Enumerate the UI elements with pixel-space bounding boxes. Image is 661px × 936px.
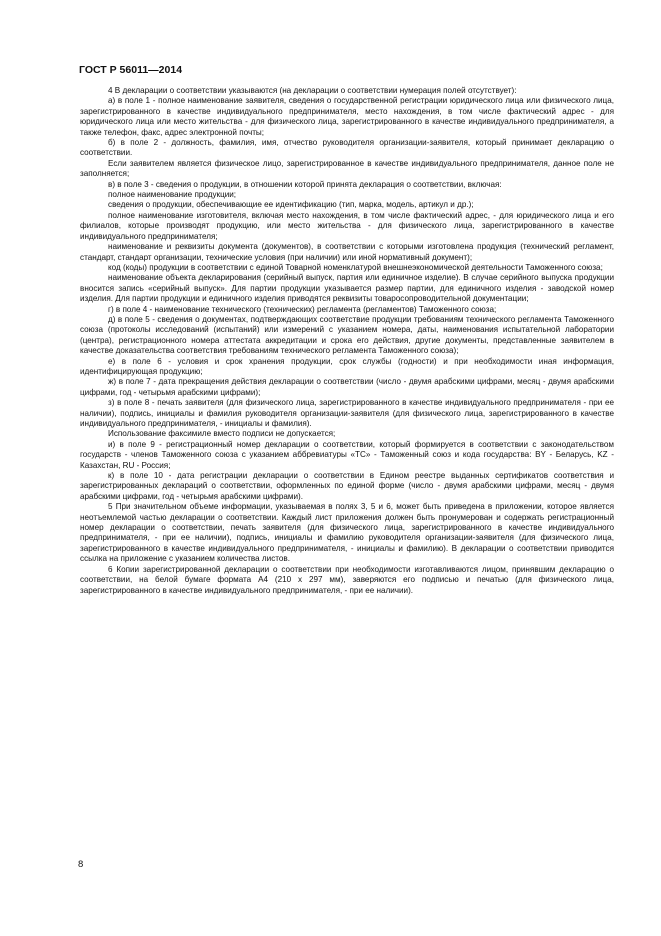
paragraph: Использование факсимиле вместо подписи не допускается; — [108, 429, 336, 439]
paragraph: г) в поле 4 - наименование технического (технических) регламента (регламентов) Таможенного союза; — [108, 304, 497, 314]
paragraph: з) в поле 8 - печать заявителя (для физического лица, зарегистрированного в качестве индивидуального предпринимателя - при ее наличии), подпись, инициалы и фамилия руководителя организации-заявителя (для физического лица, зарегистрированного в качестве индивидуального предпринимателя, - инициалы и фамилия). — [80, 398, 614, 428]
paragraph: наименование объекта декларирования (серийный выпуск, партия или единичное изделие). В случае серийного выпуска продукции вносится запись «серийный выпуск». Для партии продукции указывается размер партии, для единичного изделия - заводской номер изделия. Для партии продукции и единичного изделия приводятся реквизиты товаросопроводительной документации; — [80, 273, 614, 304]
document-body — [80, 86, 614, 596]
paragraph: полное наименование изготовителя, включая место нахождения, в том числе фактический адрес, - для юридического лица и его филиалов, которые производят продукцию, или место жительства - для физического лица, зарегистрированного в качестве индивидуального предпринимателя; — [80, 210, 614, 241]
paragraph: код (коды) продукции в соответствии с единой Товарной номенклатурой внешнеэкономической деятельности Таможенного союза; — [108, 262, 603, 272]
paragraph: и) в поле 9 - регистрационный номер декларации о соответствии, который формируется в соответствии с законодательством государств - членов Таможенного союза с указанием аббревиатуры «ТС» - Таможенный союз и кода государства: BY - Беларусь, KZ - Казахстан, RU - Россия; — [80, 439, 614, 470]
page-number: 8 — [78, 859, 84, 870]
paragraph: наименование и реквизиты документа (документов), в соответствии с которыми изготовлена продукция (технический регламент, стандарт, стандарт организации, технические условия (при наличии) или иной нормативный документ); — [80, 242, 614, 262]
paragraph: сведения о продукции, обеспечивающие ее идентификацию (тип, марка, модель, артикул и др.); — [108, 200, 474, 210]
paragraph: 5 При значительном объеме информации, указываемая в полях 3, 5 и 6, может быть приведена в приложении, которое является неотъемлемой частью декларации о соответствии. Каждый лист приложения должен быть пронумерован и содержать регистрационный номер декларации о соответствии, печать заявителя (для физического лица, зарегистрированного в качестве индивидуального предпринимателя, - при ее наличии), подпись, инициалы и фамилию руководителя организации-заявителя (для физического лица, зарегистрированного в качестве индивидуального предпринимателя, - инициалы и фамилию). В декларации о соответствии приводится ссылка на приложение с указанием количества листов. — [80, 502, 614, 564]
paragraph: 4 В декларации о соответствии указываются (на декларации о соответствии нумерация полей отсутствует): — [108, 86, 517, 95]
paragraph: 6 Копии зарегистрированной декларации о соответствии при необходимости изготавливаются лицом, принявшим декларацию о соответствии, на белой бумаге формата А4 (210 х 297 мм), заверяются его подписью и печатью (для физического лица, зарегистрированного в качестве индивидуального предпринимателя, - при ее наличии). — [80, 564, 614, 595]
paragraph: а) в поле 1 - полное наименование заявителя, сведения о государственной регистрации юридического лица или физического лица, зарегистрированного в качестве индивидуального предпринимателя, место нахождения, в том числе фактический адрес - для юридического лица или место жительства - для физического лица, зарегистрированного в качестве индивидуального предпринимателя, а также телефон, факс, адрес электронной почты; — [80, 96, 614, 137]
paragraph: к) в поле 10 - дата регистрации декларации о соответствии в Едином реестре выданных сертификатов соответствия и зарегистрированных деклараций о соответствии, оформленных по единой форме (число - двумя арабскими цифрами, месяц - двумя арабскими цифрами, год - четырьмя арабскими цифрами). — [80, 471, 614, 501]
paragraph: д) в поле 5 - сведения о документах, подтверждающих соответствие продукции требованиям технического регламента Таможенного союза (протоколы исследований (испытаний) или измерений с указанием номера, даты, наименования испытательной лаборатории (центра), регистрационного номера аттестата аккредитации и срока его действия, другие документы, представленные заявителем в качестве доказательства соответствия требованиям технического регламента Таможенного союза); — [80, 314, 614, 356]
paragraph: ж) в поле 7 - дата прекращения действия декларации о соответствии (число - двумя арабскими цифрами, месяц - двумя арабскими цифрами, год - четырьмя арабскими цифрами); — [80, 377, 614, 397]
paragraph: полное наименование продукции; — [108, 190, 237, 200]
document-header: ГОСТ Р 56011—2014 — [79, 64, 183, 76]
paragraph: в) в поле 3 - сведения о продукции, в отношении которой принята декларация о соответствии, включая: — [108, 179, 502, 189]
paragraph: Если заявителем является физическое лицо, зарегистрированное в качестве индивидуального предпринимателя, данное поле не заполняется; — [80, 158, 614, 179]
paragraph: б) в поле 2 - должность, фамилия, имя, отчество руководителя организации-заявителя, который принимает декларацию о соответствии. — [80, 138, 614, 158]
paragraph: е) в поле 6 - условия и срок хранения продукции, срок службы (годности) и при необходимости иная информация, идентифицирующая продукцию; — [80, 356, 614, 376]
